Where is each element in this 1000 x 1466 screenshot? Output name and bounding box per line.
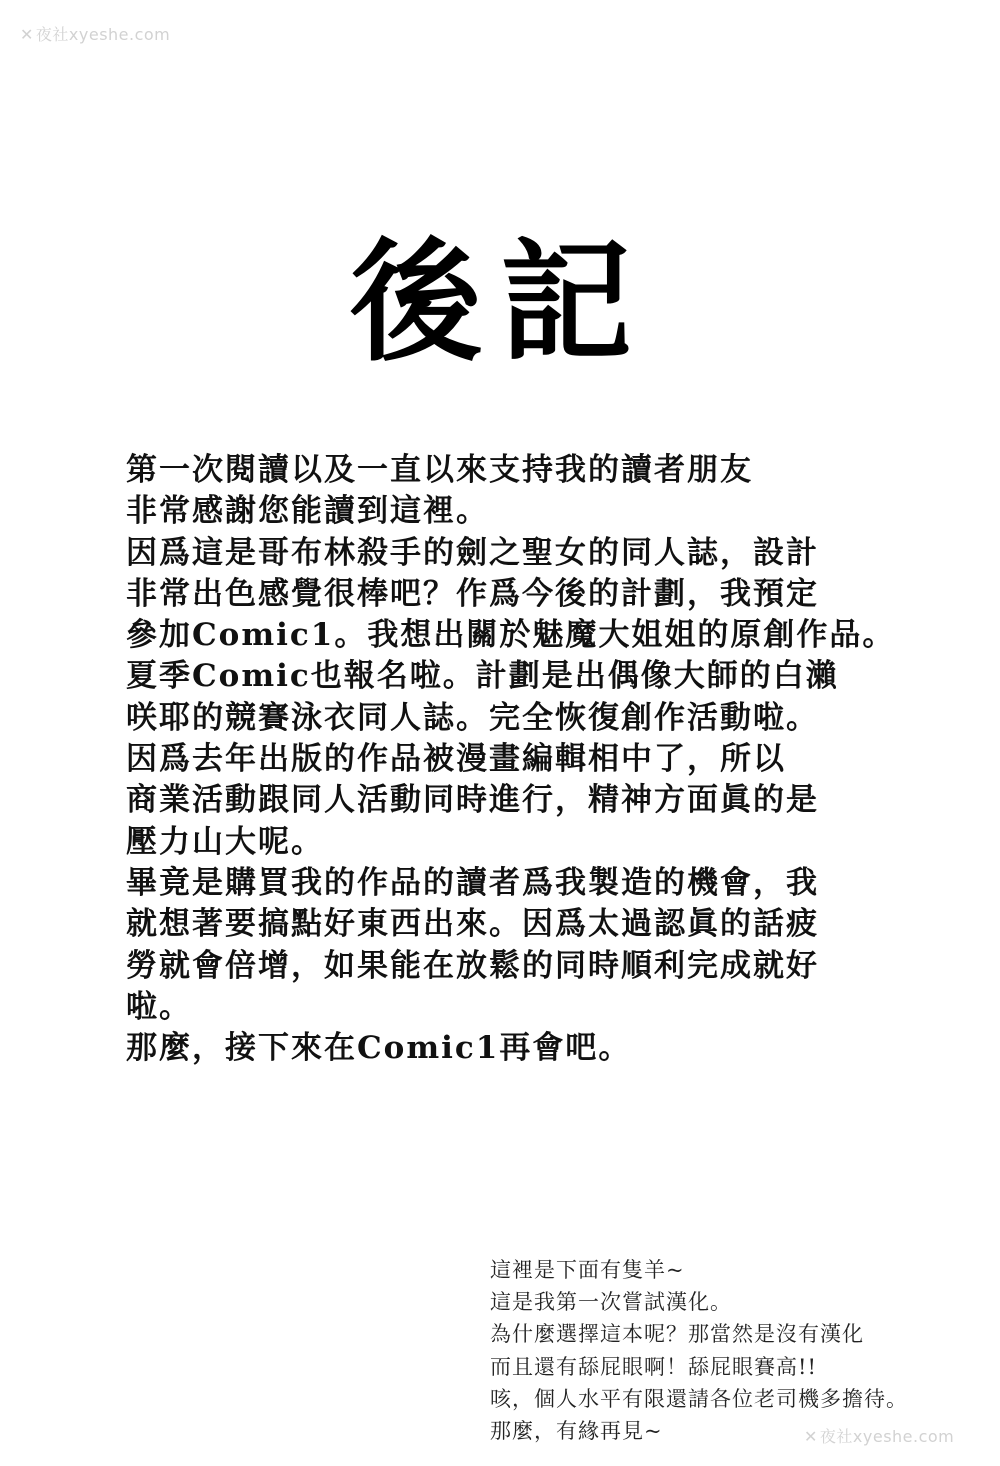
body-line: 咲耶的競賽泳衣同人誌。完全恢復創作活動啦。	[126, 699, 819, 736]
watermark-x-icon: ✕	[20, 25, 34, 44]
body-line: 非常出色感覺很棒吧？作爲今後的計劃，我預定	[126, 575, 819, 612]
watermark-x-icon: ✕	[804, 1427, 818, 1446]
body-line: 因爲這是哥布林殺手的劍之聖女的同人誌，設計	[126, 534, 819, 571]
note-line: 那麼，有緣再見~	[490, 1418, 663, 1443]
body-line: 壓力山大呢。	[126, 823, 324, 860]
watermark-text: 夜社xyeshe.com	[819, 1427, 955, 1446]
body-line: 勞就會倍增，如果能在放鬆的同時順利完成就好	[126, 947, 819, 984]
body-line: 因爲去年出版的作品被漫畫編輯相中了，所以	[126, 741, 786, 778]
body-line: 商業活動跟同人活動同時進行，精神方面眞的是	[126, 782, 819, 819]
note-line: 而且還有舔屁眼啊！舔屁眼賽高!!	[490, 1354, 817, 1379]
body-line: 夏季Comic也報名啦。計劃是出偶像大師的白瀨	[126, 658, 839, 695]
note-line: 這是我第一次嘗試漢化。	[490, 1290, 732, 1315]
translator-note	[490, 1254, 990, 1447]
note-line: 這裡是下面有隻羊~	[490, 1258, 685, 1282]
body-line: 參加Comic1。我想出關於魅魔大姐姐的原創作品。	[126, 617, 896, 654]
afterword-body	[126, 450, 926, 1069]
body-line: 非常感謝您能讀到這裡。	[126, 493, 489, 530]
page-title: 後記	[350, 225, 650, 380]
body-line: 第一次閱讀以及一直以來支持我的讀者朋友	[126, 452, 753, 488]
body-line: 那麼，接下來在Comic1再會吧。	[126, 1030, 632, 1067]
note-line: 為什麼選擇這本呢？那當然是沒有漢化	[490, 1322, 864, 1347]
watermark-text: 夜社xyeshe.com	[35, 25, 171, 44]
watermark-top	[20, 22, 170, 45]
note-line: 咳，個人水平有限還請各位老司機多擔待。	[490, 1386, 908, 1411]
body-line: 畢竟是購買我的作品的讀者爲我製造的機會，我	[126, 864, 819, 901]
watermark-bottom	[804, 1424, 954, 1447]
body-line: 啦。	[126, 988, 192, 1025]
body-line: 就想著要搞點好東西出來。因爲太過認眞的話疲	[126, 906, 819, 943]
